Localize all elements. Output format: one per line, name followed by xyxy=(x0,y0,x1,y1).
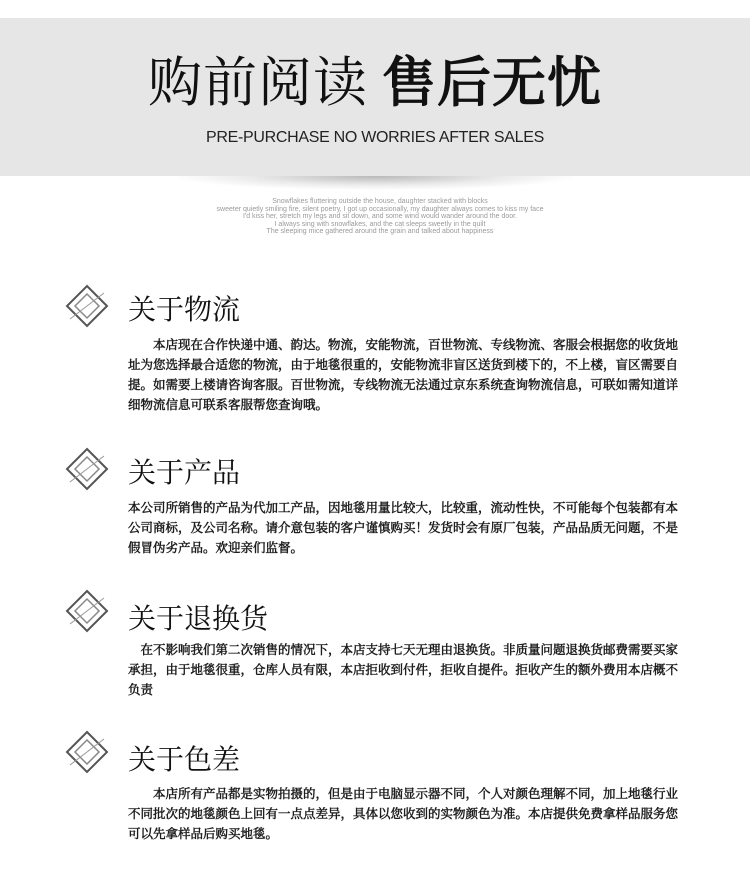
page-subtitle: PRE-PURCHASE NO WORRIES AFTER SALES xyxy=(205,129,544,146)
poem-line: Snowflakes fluttering outside the house, daughter stacked with blocks xyxy=(272,198,488,205)
section-body: 在不影响我们第二次销售的情况下，本店支持七天无理由退换货。非质量问题退换货邮费需要买家承担，由于地毯很重，仓库人员有限，本店拒收到付件，拒收自提件。拒收产生的额外费用本店概不负责 xyxy=(128,642,679,697)
poem-line: sweeter quietly smiling fire, silent poetry, I got up occasionally, my daughter always comes to kiss my face xyxy=(216,205,544,213)
section-title: 关于退换货 xyxy=(128,602,269,635)
section-title: 关于物流 xyxy=(128,293,241,326)
page-title xyxy=(0,48,750,118)
diamond-outline-icon xyxy=(64,283,110,329)
section-body: 本公司所销售的产品为代加工产品，因地毯用量比较大，比较重，流动性快，不可能每个包装都有本公司商标，及公司名称。请介意包装的客户谨慎购买！发货时会有原厂包装，产品品质无问题，不是假冒伪劣产品。欢迎亲们监督。 xyxy=(128,500,679,555)
poem-line: I always sing with snowflakes, and the cat sleeps sweetly in the quilt xyxy=(274,220,486,228)
section-body: 本店现在合作快递中通、韵达。物流，安能物流，百世物流、专线物流、客服会根据您的收货地址为您选择最合适您的物流，由于地毯很重的，安能物流非盲区送货到楼下的，不上楼，盲区需要自提。如需要上楼请咨询客服。百世物流，专线物流无法通过京东系统查询物流信息，可联如需知道详细物流信息可联系客服帮您查询哦。 xyxy=(128,337,679,412)
decorative-poem xyxy=(190,198,570,236)
section-title: 关于色差 xyxy=(128,743,241,776)
poem-line: The sleeping mice gathered around the grain and talked about happiness xyxy=(266,228,494,235)
diamond-outline-icon xyxy=(64,729,110,775)
diamond-outline-icon xyxy=(64,588,110,634)
banner-shadow xyxy=(175,176,575,190)
poem-line: I'd kiss her, stretch my legs and sit down, and some wind would wander around the door. xyxy=(242,213,518,220)
section-body: 本店所有产品都是实物拍摄的，但是由于电脑显示器不同，个人对颜色理解不同，加上地毯行业不同批次的地毯颜色上回有一点点差异，具体以您收到的实物颜色为准。本店提供免费拿样品服务您可以先拿样品后购买地毯。 xyxy=(128,786,679,841)
page-title-bold: 售后无忧 xyxy=(382,51,602,114)
section-title: 关于产品 xyxy=(128,456,241,489)
diamond-outline-icon xyxy=(64,446,110,492)
page-title-light: 购前阅读 xyxy=(148,51,368,114)
